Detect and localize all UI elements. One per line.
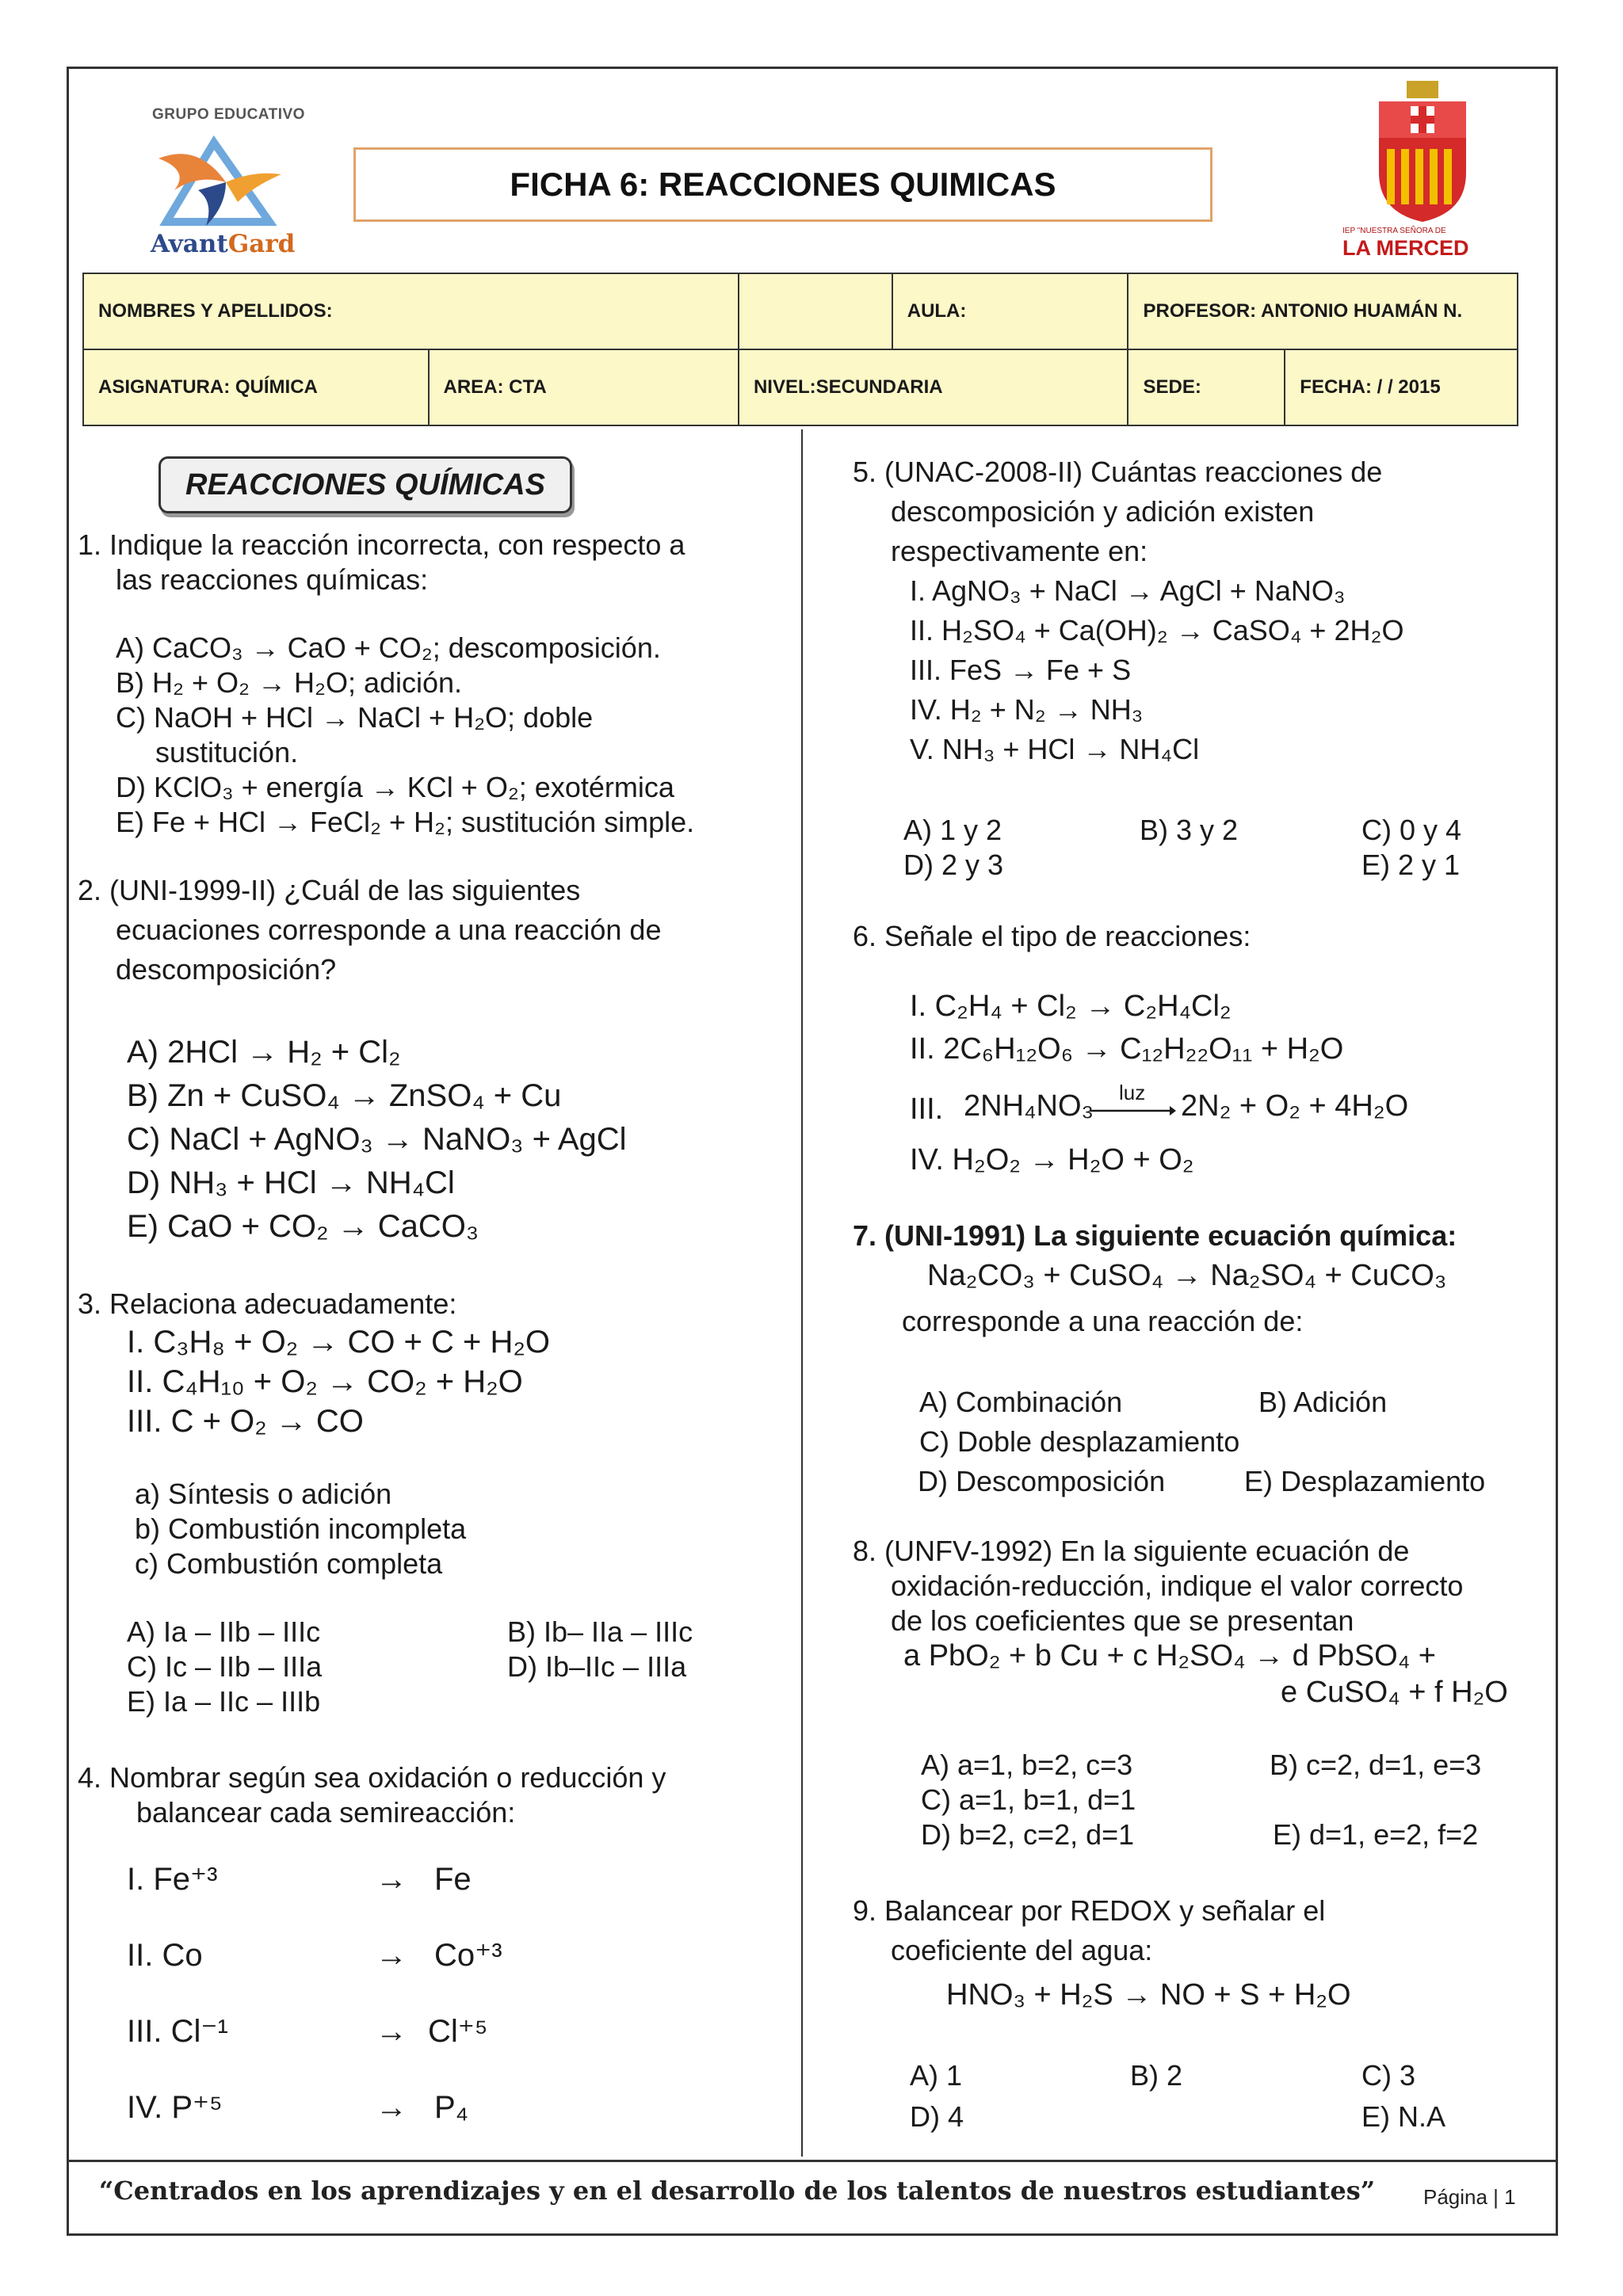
q9-option: C) 3 (1361, 2059, 1416, 2092)
q5-option: E) 2 y 1 (1361, 849, 1461, 881)
q6-iii-reactant: 2NH₄NO₃ (964, 1089, 1094, 1123)
q3-item: I. C₃H₈ + O₂ → CO + C + H₂O (127, 1325, 551, 1360)
q6-item-label: III. (910, 1093, 944, 1126)
arrow-icon: → (376, 2090, 407, 2125)
q1-line-2: las reacciones químicas: (116, 563, 429, 596)
q4-item-name: I. Fe⁺³ (127, 1862, 218, 1897)
q5-item: II. H₂SO₄ + Ca(OH)₂ → CaSO₄ + 2H₂O (910, 614, 1404, 646)
q7-option: C) Doble desplazamiento (919, 1425, 1240, 1458)
q6-line: 6. Señale el tipo de reacciones: (853, 920, 1251, 952)
area-field: AREA: CTA (429, 349, 739, 425)
blank-cell (739, 273, 892, 349)
q4-item-result: Co⁺³ (434, 1938, 502, 1973)
q1-option: C) NaOH + HCl → NaCl + H₂O; doble (116, 701, 594, 734)
asignatura-field: ASIGNATURA: QUÍMICA (83, 349, 429, 425)
q9-line-1: 9. Balancear por REDOX y señalar el (853, 1894, 1326, 1927)
q2-line-3: descomposición? (116, 953, 337, 986)
q6-iii-condition: luz (1119, 1081, 1146, 1104)
aula-field[interactable]: AULA: (892, 273, 1128, 349)
page-title: FICHA 6: REACCIONES QUIMICAS (353, 147, 1212, 222)
arrow-icon: → (376, 1862, 407, 1897)
q2-option: B) Zn + CuSO₄ → ZnSO₄ + Cu (127, 1078, 562, 1113)
q3-item: II. C₄H₁₀ + O₂ → CO₂ + H₂O (127, 1364, 523, 1399)
q7-line: 7. (UNI-1991) La siguiente ecuación química: (853, 1219, 1457, 1252)
footer-divider (67, 2160, 1558, 2162)
avantgard-logo (119, 103, 309, 261)
q9-line-2: coeficiente del agua: (891, 1934, 1153, 1966)
q3-option: B) Ib– IIa – IIIc (507, 1615, 693, 1648)
q7-option: E) Desplazamiento (1244, 1465, 1486, 1497)
q1-option: D) KClO₃ + energía → KCl + O₂; exotérmica (116, 771, 674, 803)
q9-option: E) N.A (1361, 2100, 1446, 2133)
q3-option: A) Ia – IIb – IIIc (127, 1615, 321, 1648)
q2-option: C) NaCl + AgNO₃ → NaNO₃ + AgCl (127, 1122, 627, 1157)
q5-line-3: respectivamente en: (891, 535, 1148, 567)
q8-option: E) d=1, e=2, f=2 (1273, 1818, 1479, 1851)
q8-equation-1: a PbO₂ + b Cu + c H₂SO₄ → d PbSO₄ + (903, 1639, 1436, 1672)
profesor-field: PROFESOR: ANTONIO HUAMÁN N. (1128, 273, 1518, 349)
q6-item: II. 2C₆H₁₂O₆ → C₁₂H₂₂O₁₁ + H₂O (910, 1032, 1344, 1066)
q5-item: I. AgNO₃ + NaCl → AgCl + NaNO₃ (910, 574, 1346, 607)
q8-line-3: de los coeficientes que se presentan (891, 1604, 1354, 1637)
q4-item-result: Fe (434, 1862, 472, 1897)
column-divider (801, 429, 803, 2157)
reaction-arrow-icon (1090, 1103, 1176, 1119)
q1-option-cont: sustitución. (155, 736, 299, 769)
q5-item: V. NH₃ + HCl → NH₄Cl (910, 733, 1200, 765)
q6-item: IV. H₂O₂ → H₂O + O₂ (910, 1143, 1194, 1177)
q4-item-name: II. Co (127, 1938, 203, 1973)
q1-line-1: 1. Indique la reacción incorrecta, con respecto a (78, 528, 685, 561)
q5-option: D) 2 y 3 (903, 849, 1004, 881)
q8-option: D) b=2, c=2, d=1 (921, 1818, 1135, 1851)
q5-option: C) 0 y 4 (1361, 814, 1462, 846)
la-merced-logo (1331, 78, 1514, 268)
q1-option: A) CaCO₃ → CaO + CO₂; descomposición. (116, 631, 661, 664)
q1-option: B) H₂ + O₂ → H₂O; adición. (116, 666, 463, 699)
footer-quote: “Centrados en los aprendizajes y en el desarrollo de los talentos de nuestros estudiantes” (98, 2176, 1376, 2206)
q5-option: A) 1 y 2 (903, 814, 1002, 846)
arrow-icon: → (376, 2014, 407, 2049)
logo-left-name: AvantGard (151, 230, 296, 258)
q3-label: a) Síntesis o adición (135, 1478, 392, 1510)
q6-iii-products: 2N₂ + O₂ + 4H₂O (1181, 1089, 1409, 1123)
q7-option: D) Descomposición (918, 1465, 1166, 1497)
q3-line: 3. Relaciona adecuadamente: (78, 1287, 457, 1320)
q7-option: B) Adición (1258, 1386, 1388, 1418)
shield-crest-icon (1363, 78, 1482, 224)
q9-option: B) 2 (1130, 2059, 1183, 2092)
q5-option: B) 3 y 2 (1140, 814, 1239, 846)
section-heading: REACCIONES QUÍMICAS (158, 456, 572, 513)
q8-line-1: 8. (UNFV-1992) En la siguiente ecuación de (853, 1535, 1410, 1567)
q3-item: III. C + O₂ → CO (127, 1404, 364, 1439)
nombres-field[interactable]: NOMBRES Y APELLIDOS: (83, 273, 739, 349)
q6-item: I. C₂H₄ + Cl₂ → C₂H₄Cl₂ (910, 990, 1232, 1023)
student-info-table (82, 273, 1518, 426)
arrow-icon: → (376, 1938, 407, 1973)
q2-line-1: 2. (UNI-1999-II) ¿Cuál de las siguientes (78, 874, 581, 906)
q9-equation: HNO₃ + H₂S → NO + S + H₂O (946, 1978, 1351, 2012)
q8-option: B) c=2, d=1, e=3 (1270, 1749, 1482, 1781)
q3-label: b) Combustión incompleta (135, 1512, 467, 1545)
q9-option: D) 4 (910, 2100, 964, 2133)
q7-line-2: corresponde a una reacción de: (902, 1305, 1304, 1337)
q7-option: A) Combinación (919, 1386, 1123, 1418)
q4-item-name: III. Cl⁻¹ (127, 2014, 228, 2049)
page-number: Página | 1 (1423, 2185, 1516, 2209)
q8-equation-2: e CuSO₄ + f H₂O (1281, 1676, 1508, 1709)
q5-item: III. FeS → Fe + S (910, 654, 1132, 686)
q3-option: C) Ic – IIb – IIIa (127, 1650, 323, 1683)
q8-line-2: oxidación-reducción, indique el valor correcto (891, 1569, 1464, 1602)
q8-option: C) a=1, b=1, d=1 (921, 1783, 1136, 1816)
q4-line-2: balancear cada semireacción: (136, 1796, 516, 1829)
fecha-field[interactable]: FECHA: / / 2015 (1285, 349, 1518, 425)
q2-option: D) NH₃ + HCl → NH₄Cl (127, 1165, 455, 1200)
q2-option: A) 2HCl → H₂ + Cl₂ (127, 1035, 401, 1070)
logo-right-name: LA MERCED (1342, 236, 1469, 260)
q2-option: E) CaO + CO₂ → CaCO₃ (127, 1209, 479, 1244)
q8-option: A) a=1, b=2, c=3 (921, 1749, 1133, 1781)
q3-label: c) Combustión completa (135, 1547, 443, 1580)
q3-option: E) Ia – IIc – IIIb (127, 1685, 321, 1718)
q4-item-name: IV. P⁺⁵ (127, 2090, 223, 2125)
q5-line-1: 5. (UNAC-2008-II) Cuántas reacciones de (853, 456, 1383, 488)
q9-option: A) 1 (910, 2059, 963, 2092)
bird-logo-icon (151, 127, 285, 230)
q1-option: E) Fe + HCl → FeCl₂ + H₂; sustitución simple. (116, 806, 695, 838)
q7-equation: Na₂CO₃ + CuSO₄ → Na₂SO₄ + CuCO₃ (927, 1259, 1447, 1292)
logo-right-motto: IEP "NUESTRA SEÑORA DE (1342, 227, 1446, 235)
sede-field[interactable]: SEDE: (1128, 349, 1285, 425)
logo-left-caption: GRUPO EDUCATIVO (152, 106, 305, 123)
q4-line-1: 4. Nombrar según sea oxidación o reducción y (78, 1761, 666, 1794)
q5-item: IV. H₂ + N₂ → NH₃ (910, 693, 1144, 726)
q5-line-2: descomposición y adición existen (891, 495, 1315, 528)
nivel-field: NIVEL:SECUNDARIA (739, 349, 1128, 425)
q4-item-result: P₄ (434, 2090, 469, 2125)
q3-option: D) Ib–IIc – IIIa (507, 1650, 687, 1683)
q4-item-result: Cl⁺⁵ (428, 2014, 488, 2049)
q2-line-2: ecuaciones corresponde a una reacción de (116, 913, 662, 946)
